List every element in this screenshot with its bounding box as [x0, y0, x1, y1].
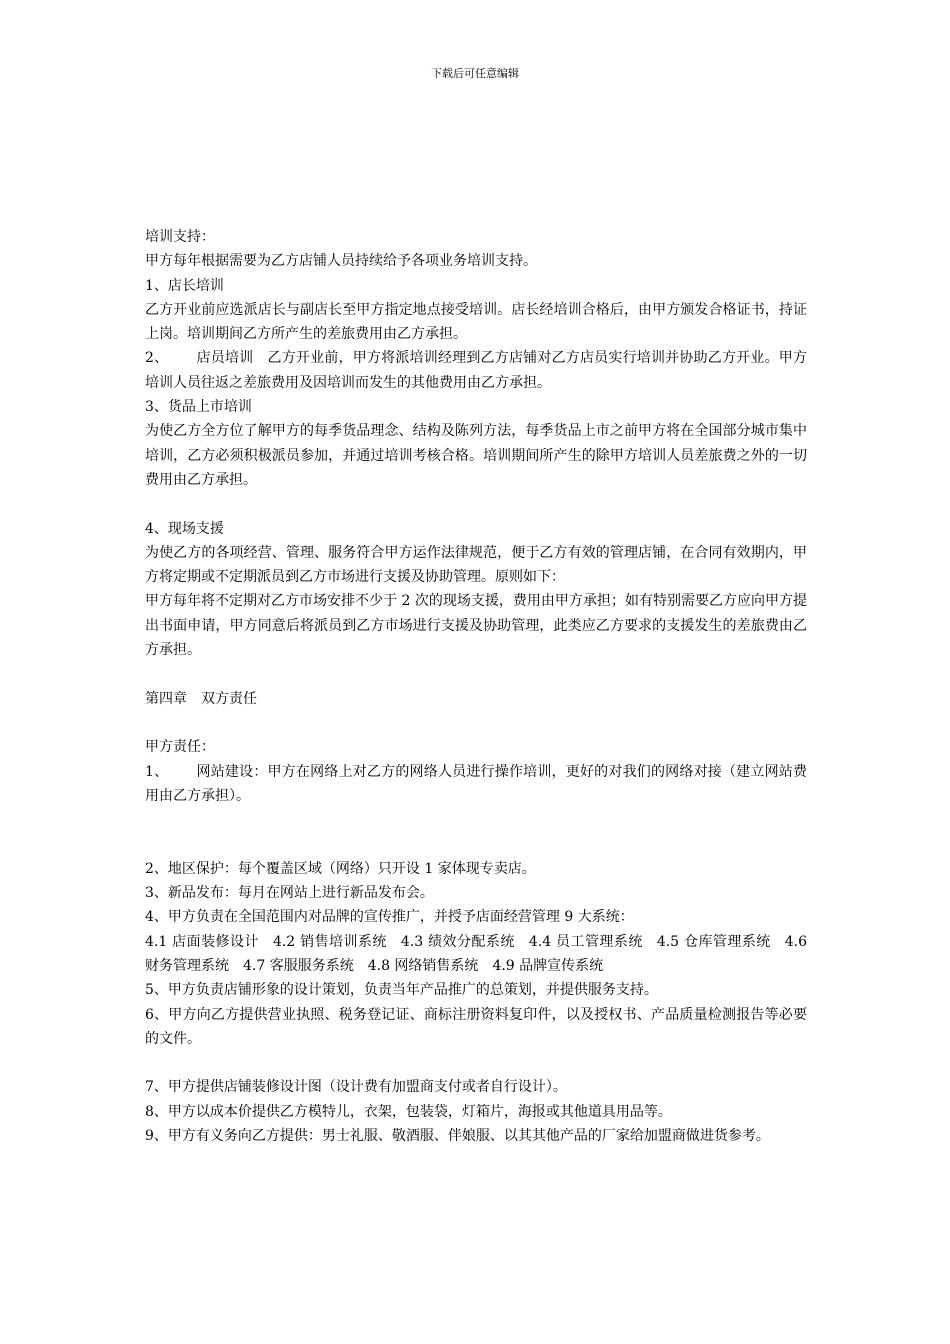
item4-body2: 甲方每年将不定期对乙方市场安排不少于 2 次的现场支援，费用由甲方承担；如有特别需要乙方应向甲方提出书面申请，甲方同意后将派员到乙方市场进行支援及协助管理，此类应乙方要求的支援发生的差旅费由乙方承担。 — [145, 593, 807, 659]
document-body — [145, 225, 807, 1148]
system-item: 4.8 网络销售系统 — [367, 957, 479, 974]
item1-body: 乙方开业前应选派店长与副店长至甲方指定地点接受培训。店长经培训合格后，由甲方颁发合格证书，持证上岗。培训期间乙方所产生的差旅费用由乙方承担。 — [145, 301, 807, 343]
system-item: 4.6 财务管理系统 — [145, 933, 808, 974]
header-text: 下载后可任意编辑 — [431, 67, 519, 80]
a5: 5、甲方负责店铺形象的设计策划，负责当年产品推广的总策划，并提供服务支持。 — [145, 982, 658, 999]
a1-num: 1、 — [145, 763, 169, 780]
system-item: 4.5 仓库管理系统 — [656, 933, 771, 950]
item4-body1: 为使乙方的各项经营、管理、服务符合甲方运作法律规范，便于乙方有效的管理店铺，在合同有效期内，甲方将定期或不定期派员到乙方市场进行支援及协助管理。原则如下： — [145, 544, 807, 586]
item2-label: 店员培训 — [196, 350, 254, 367]
chapter4-heading — [145, 687, 807, 711]
system-item: 4.7 客服服务系统 — [243, 957, 354, 974]
chapter4-num: 第四章 — [145, 690, 187, 707]
item2-num: 2、 — [145, 350, 169, 367]
a3: 3、新品发布：每月在网站上进行新品发布会。 — [145, 885, 434, 902]
a2: 2、地区保护：每个覆盖区域（网络）只开设 1 家体现专卖店。 — [145, 860, 536, 877]
system-item: 4.2 销售培训系统 — [272, 933, 387, 950]
system-item: 4.4 员工管理系统 — [528, 933, 643, 950]
training-support-title: 培训支持： — [145, 229, 215, 245]
a8: 8、甲方以成本价提供乙方模特儿，衣架，包装袋，灯箱片，海报或其他道具用品等。 — [145, 1103, 672, 1120]
item2-paragraph — [145, 346, 807, 395]
system-item: 4.9 品牌宣传系统 — [492, 957, 604, 974]
page-header — [0, 66, 950, 82]
a6: 6、甲方向乙方提供营业执照、税务登记证、商标注册资料复印件，以及授权书、产品质量检测报告等必要的文件。 — [145, 1006, 807, 1047]
item4-title: 4、现场支援 — [145, 520, 224, 537]
a4: 4、甲方负责在全国范围内对品牌的宣传推广，并授予店面经营管理 9 大系统： — [145, 909, 634, 926]
item3-body: 为使乙方全方位了解甲方的每季货品理念、结构及陈列方法，每季货品上市之前甲方将在全国部分城市集中培训，乙方必须积极派员参加，并通过培训考核合格。培训期间所产生的除甲方培训人员差旅费之外的一切费用由乙方承担。 — [145, 423, 807, 488]
system-item: 4.3 绩效分配系统 — [400, 933, 515, 950]
training-support-intro: 甲方每年根据需要为乙方店铺人员持续给予各项业务培训支持。 — [145, 253, 537, 270]
systems-list — [145, 930, 807, 979]
item1-title: 1、店长培训 — [145, 277, 224, 294]
system-item: 4.1 店面装修设计 — [145, 933, 259, 950]
a9: 9、甲方有义务向乙方提供：男士礼服、敬酒服、伴娘服、以其其他产品的厂家给加盟商做进货参考。 — [145, 1127, 770, 1144]
chapter4-title: 双方责任 — [201, 690, 257, 707]
party-a-title: 甲方责任： — [145, 739, 215, 756]
a7: 7、甲方提供店铺装修设计图（设计费有加盟商支付或者自行设计）。 — [145, 1079, 567, 1096]
a1-paragraph — [145, 760, 807, 809]
a1-body: 网站建设：甲方在网络上对乙方的网络人员进行操作培训，更好的对我们的网络对接（建立网站费用由乙方承担）。 — [145, 763, 807, 804]
item2-body: 乙方开业前，甲方将派培训经理到乙方店铺对乙方店员实行培训并协助乙方开业。甲方培训人员往返之差旅费用及因培训而发生的其他费用由乙方承担。 — [145, 350, 807, 391]
item3-title: 3、货品上市培训 — [145, 399, 252, 416]
